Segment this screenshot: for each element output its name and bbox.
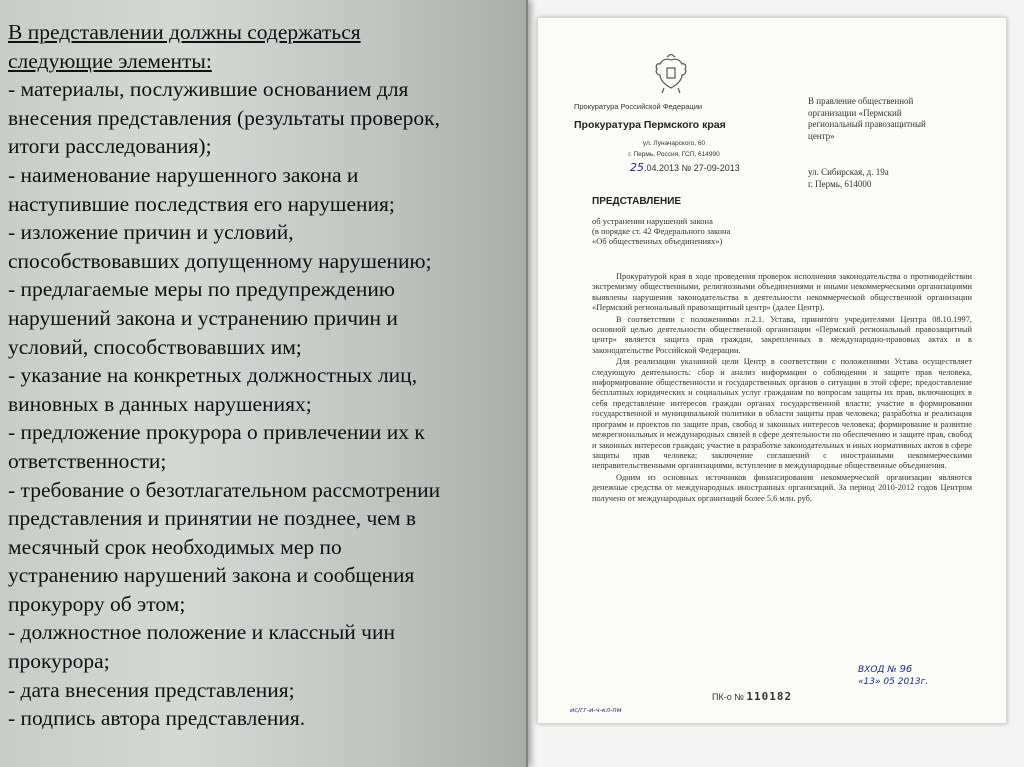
recipient-line: региональный правозащитный xyxy=(808,119,926,129)
org-city: г. Пермь, Россия, ГСП, 614990 xyxy=(628,151,720,158)
org-name: Прокуратура Пермского края xyxy=(574,119,726,131)
text-line: - указание на конкретных должностных лиц, xyxy=(8,363,418,388)
recipient-line: организации «Пермский xyxy=(808,107,902,118)
document-subtitle xyxy=(592,216,802,246)
text-line: - должностное положение и классный чин xyxy=(8,620,395,645)
doc-code-number: 110182 xyxy=(746,690,793,703)
date-day-handwritten: 25 xyxy=(630,161,644,174)
recipient-header xyxy=(808,96,998,190)
scanned-document xyxy=(537,17,1007,724)
heading-line-2: следующие элементы: xyxy=(8,48,212,73)
coat-of-arms-icon xyxy=(652,54,690,94)
subtitle-line: «Об общественных объединениях») xyxy=(592,236,723,246)
subtitle-line: об устранении нарушений закона xyxy=(592,216,713,226)
incoming-stamp xyxy=(858,664,968,696)
document-number: 27-09-2013 xyxy=(693,163,740,173)
text-line: - дата внесения представления; xyxy=(8,677,295,702)
text-line: способствовавших допущенному нарушению; xyxy=(8,248,432,273)
body-paragraph: Прокуратурой края в ходе проведения проверок исполнения законодательства о противодействии экстремизму общественными, религиозными объединениями и иными некоммерческими организациями выявлены нарушения законодательства в деятельности некоммерческой общественной организации «Пермский региональный правозащитный центр» (далее Центр). xyxy=(592,272,972,313)
heading-line-1: В представлении должны содержаться xyxy=(8,20,361,44)
document-code xyxy=(712,690,792,703)
text-line: виновных в данных нарушениях; xyxy=(8,391,312,416)
text-line: - предлагаемые меры по предупреждению xyxy=(8,277,395,302)
text-line: прокурору об этом; xyxy=(8,591,186,616)
recipient-line: центр» xyxy=(808,130,835,141)
text-line: ответственности; xyxy=(8,448,167,473)
text-line: месячный срок необходимых мер по xyxy=(8,534,342,559)
text-line: нарушений закона и устранению причин и xyxy=(8,305,398,330)
subtitle-line: (в порядке ст. 42 Федерального закона xyxy=(592,226,731,236)
document-date xyxy=(630,161,804,174)
text-line: наступившие последствия его нарушения; xyxy=(8,191,395,216)
text-line: - изложение причин и условий, xyxy=(8,220,294,245)
body-paragraph: Для реализации указанной цели Центр в соответствии с положениями Устава осуществляет следующую деятельность: сбор и анализ информации о соблюдении и защите прав человека, информирование общественности и государственных органов о ситуации в этой сфере; предоставление бесплатных юридических и социальных услуг гражданам по вопросам защиты их прав, включающих в себя представление интересов граждан органах государственной власти; участие в формировании государственной и муниципальной политики в области защиты прав человека; разработка и реализация программ и проектов по защите прав, свобод и законных интересов человека; формирование и развитие межрегиональных и международных связей в сфере деятельности по обеспечению и защите прав, свобод и законных интересов граждан; участие в разработке законодательных и иных нормативных актов в сфере защиты прав человека; заключение соглашений с иностранными некоммерческими неправительственными организациями, вступление в международные общественные объединения. xyxy=(592,357,972,471)
body-paragraph: В соответствии с положениями п.2.1. Устава, принятого учредителями Центра 08.10.1997, основной целью деятельности общественной организации «Пермский региональный правозащитный центр» является защита прав граждан, закрепленных в международно-правовых актах и в законодательстве Российской Федерации. xyxy=(592,314,972,355)
text-line: прокурора; xyxy=(8,649,110,674)
recipient-city: г. Пермь, 614000 xyxy=(808,178,872,189)
doc-code-prefix: ПК-о № xyxy=(712,692,744,702)
text-line: - материалы, послужившие основанием для xyxy=(8,77,409,102)
stamp-date: «13» 05 2013г. xyxy=(858,677,929,687)
org-address xyxy=(574,138,774,160)
text-line: внесения представления (результаты проверок, xyxy=(8,105,441,130)
org-street: ул. Луначарского, 60 xyxy=(642,140,706,147)
body-paragraph: Одним из основных источников финансирования некоммерческой организации являются денежные средства от международных иностранных организаций. За период 2010-2012 годов Центром получено от международных организаций более 5,6 млн. руб. xyxy=(592,472,972,503)
date-rest: .04.2013 xyxy=(644,163,680,173)
text-line: - наименование нарушенного закона и xyxy=(8,162,359,187)
sender-header xyxy=(574,102,804,174)
document-title: ПРЕДСТАВЛЕНИЕ xyxy=(592,196,682,207)
text-line: условий, способствовавших им; xyxy=(8,334,302,359)
recipient-line: В правление общественной xyxy=(808,96,914,106)
text-line: устранению нарушений закона и сообщения xyxy=(8,563,415,588)
text-line: - подпись автора представления. xyxy=(8,706,306,731)
text-line: - требование о безотлагательном рассмотрении xyxy=(8,477,441,502)
stamp-number: 96 xyxy=(899,664,913,675)
text-line: представления и принятии не позднее, чем в xyxy=(8,506,416,531)
document-body xyxy=(592,272,972,505)
number-prefix: № xyxy=(681,163,692,173)
text-line: - предложение прокурора о привлечении их к xyxy=(8,420,425,445)
text-line: итоги расследования); xyxy=(8,134,212,159)
requirements-text xyxy=(8,18,520,733)
org-small-label: Прокуратура Российской Федерации xyxy=(574,102,703,111)
handwritten-signature: ис/гг-и-ч-кл-пм xyxy=(570,706,622,714)
stamp-label: ВХОД № xyxy=(858,665,897,675)
recipient-street: ул. Сибирская, д. 19а xyxy=(808,167,889,177)
